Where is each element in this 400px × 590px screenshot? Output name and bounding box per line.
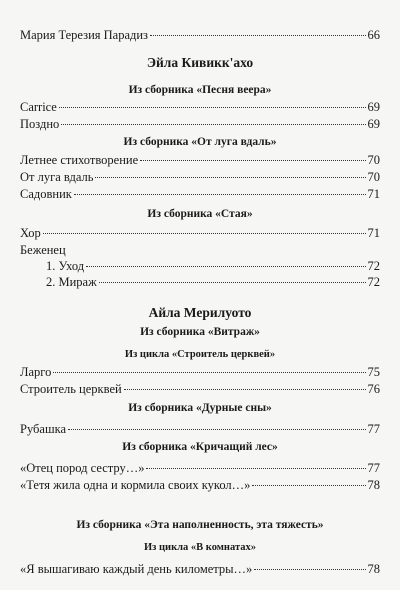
entry-title: «Отец пород сестру…» — [20, 461, 145, 475]
entry-page: 72 — [367, 275, 380, 289]
entry-page: 69 — [367, 100, 380, 114]
dot-leader — [61, 124, 365, 125]
collection-heading: Из сборника «Витраж» — [140, 326, 260, 338]
entry-title: Строитель церквей — [20, 382, 122, 396]
dot-leader — [150, 35, 366, 36]
entry-page: 69 — [367, 117, 380, 131]
entry-title: Мария Терезия Парадиз — [20, 28, 148, 42]
dot-leader — [68, 429, 365, 430]
entry-title: Поздно — [20, 117, 60, 131]
entry-page: 70 — [367, 170, 380, 184]
toc-entry — [20, 153, 380, 168]
dot-leader — [53, 372, 365, 373]
entry-title: От луга вдаль — [20, 170, 94, 184]
collection-heading: Из сборника «Эта наполненность, эта тяжесть» — [76, 519, 324, 531]
toc-entry — [20, 100, 380, 115]
entry-page: 71 — [367, 226, 380, 240]
dot-leader — [86, 266, 365, 267]
entry-page: 66 — [367, 28, 380, 42]
dot-leader — [124, 389, 366, 390]
toc-entry — [20, 187, 380, 202]
dot-leader — [59, 107, 366, 108]
entry-title: «Я вышагиваю каждый день километры…» — [20, 562, 253, 576]
entry-page: 77 — [367, 461, 380, 475]
toc-entry — [20, 28, 380, 43]
toc-entry — [20, 382, 380, 397]
entry-title: Садовник — [20, 187, 72, 201]
entry-page: 78 — [367, 562, 380, 576]
cycle-heading: Из цикла «В комнатах» — [144, 542, 256, 553]
author-heading: Эйла Кивикк'ахо — [146, 55, 254, 70]
entry-page: 78 — [367, 478, 380, 492]
collection-heading: Из сборника «Стая» — [147, 208, 253, 220]
toc-entry — [20, 562, 380, 577]
toc-entry — [20, 461, 380, 476]
entry-title: 1. Уход — [46, 259, 85, 273]
dot-leader — [146, 468, 365, 469]
entry-title: Хор — [20, 226, 41, 240]
entry-page: 71 — [367, 187, 380, 201]
dot-leader — [254, 569, 365, 570]
toc-entry — [46, 259, 380, 274]
entry-page: 75 — [367, 365, 380, 379]
entry-title: Ларго — [20, 365, 52, 379]
toc-entry — [20, 117, 380, 132]
entry-title: Летнее стихотворение — [20, 153, 139, 167]
dot-leader — [95, 177, 365, 178]
toc-entry — [20, 170, 380, 185]
entry-title: 2. Мираж — [46, 275, 97, 289]
entry-title: Carrice — [20, 100, 57, 114]
toc-entry — [20, 226, 380, 241]
collection-heading: Из сборника «От луга вдаль» — [123, 136, 277, 148]
entry-page: 70 — [367, 153, 380, 167]
dot-leader — [99, 282, 366, 283]
toc-entry — [20, 365, 380, 380]
collection-heading: Из сборника «Песня веера» — [128, 84, 272, 96]
dot-leader — [140, 160, 365, 161]
author-heading: Айла Мерилуото — [148, 305, 252, 320]
collection-heading: Из сборника «Дурные сны» — [128, 402, 272, 414]
entry-page: 72 — [367, 259, 380, 273]
cycle-heading: Из цикла «Строитель церквей» — [124, 349, 276, 360]
toc-entry — [20, 243, 380, 258]
entry-title: Рубашка — [20, 422, 67, 436]
toc-entry — [46, 275, 380, 290]
dot-leader — [43, 233, 366, 234]
toc-entry — [20, 422, 380, 437]
entry-title: «Тетя жила одна и кормила своих кукол…» — [20, 478, 251, 492]
dot-leader — [74, 194, 366, 195]
entry-title: Беженец — [20, 243, 66, 257]
entry-page: 76 — [367, 382, 380, 396]
entry-page: 77 — [367, 422, 380, 436]
dot-leader — [252, 485, 365, 486]
collection-heading: Из сборника «Кричащий лес» — [122, 441, 278, 453]
toc-entry — [20, 478, 380, 493]
